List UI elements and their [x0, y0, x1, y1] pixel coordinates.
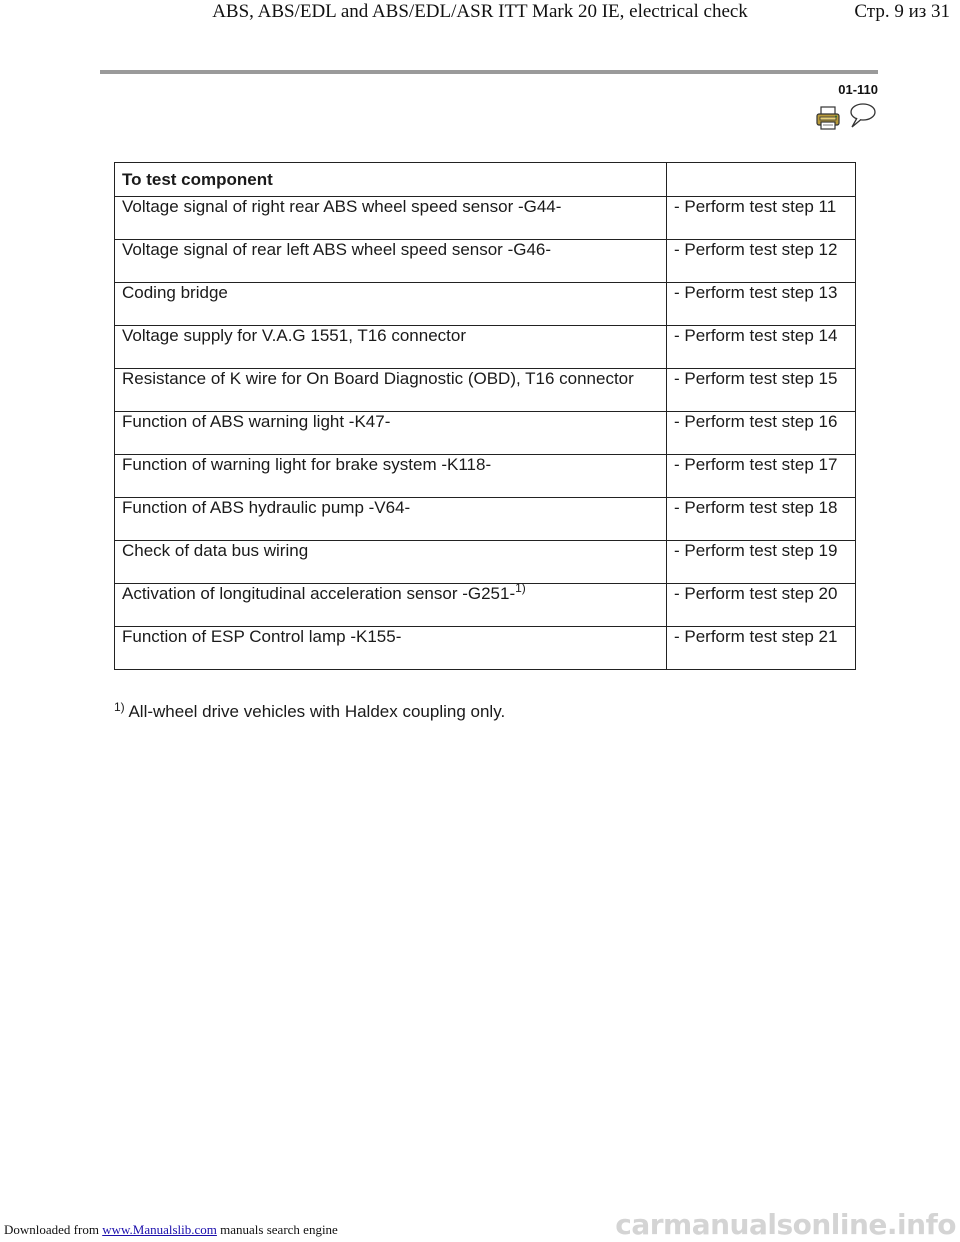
table-header-action [667, 163, 856, 197]
component-cell: Resistance of K wire for On Board Diagnostic (OBD), T16 connector [115, 369, 667, 412]
download-source-footer [4, 1222, 338, 1238]
footer-suffix: manuals search engine [216, 1222, 338, 1237]
footnote-text: All-wheel drive vehicles with Haldex coupling only. [128, 702, 506, 721]
test-component-table [114, 162, 856, 670]
table-row [115, 240, 856, 283]
component-text: Activation of longitudinal acceleration sensor -G251- [122, 584, 516, 603]
table-row [115, 584, 856, 627]
footer-prefix: Downloaded from [4, 1222, 103, 1237]
footnote-reference: 1) [515, 581, 526, 595]
page-header-title: ABS, ABS/EDL and ABS/EDL/ASR ITT Mark 20 IE, electrical check [212, 1, 748, 22]
table-row [115, 627, 856, 670]
test-step-cell: - Perform test step 20 [667, 584, 856, 627]
table-row [115, 197, 856, 240]
component-cell: Voltage supply for V.A.G 1551, T16 connector [115, 326, 667, 369]
table-row [115, 283, 856, 326]
table-header-row [115, 163, 856, 197]
test-step-cell: - Perform test step 16 [667, 412, 856, 455]
table-header-component: To test component [115, 163, 667, 197]
table-row [115, 326, 856, 369]
table-row [115, 498, 856, 541]
manualslib-link[interactable]: www.Manualslib.com [102, 1222, 217, 1237]
component-cell: Function of warning light for brake system -K118- [115, 455, 667, 498]
table-row [115, 369, 856, 412]
test-step-cell: - Perform test step 12 [667, 240, 856, 283]
footnote-marker: 1) [114, 700, 125, 714]
test-step-cell: - Perform test step 15 [667, 369, 856, 412]
test-step-cell: - Perform test step 17 [667, 455, 856, 498]
footnote [114, 702, 505, 722]
watermark: carmanualsonline.info [615, 1208, 956, 1241]
table-row [115, 455, 856, 498]
table-row [115, 412, 856, 455]
test-step-cell: - Perform test step 21 [667, 627, 856, 670]
component-cell [115, 581, 667, 627]
page-counter: Стр. 9 из 31 [848, 1, 950, 23]
printer-icon[interactable] [815, 106, 841, 130]
component-cell: Coding bridge [115, 283, 667, 326]
component-cell: Check of data bus wiring [115, 541, 667, 584]
component-cell: Voltage signal of right rear ABS wheel speed sensor -G44- [115, 197, 667, 240]
component-cell: Function of ABS warning light -K47- [115, 412, 667, 455]
component-cell: Function of ABS hydraulic pump -V64- [115, 498, 667, 541]
test-step-cell: - Perform test step 18 [667, 498, 856, 541]
test-step-cell: - Perform test step 14 [667, 326, 856, 369]
test-step-cell: - Perform test step 11 [667, 197, 856, 240]
test-step-cell: - Perform test step 13 [667, 283, 856, 326]
comment-bubble-icon[interactable] [848, 103, 876, 129]
test-step-cell: - Perform test step 19 [667, 541, 856, 584]
component-cell: Voltage signal of rear left ABS wheel speed sensor -G46- [115, 240, 667, 283]
header-rule [100, 70, 878, 74]
table-row [115, 541, 856, 584]
component-cell: Function of ESP Control lamp -K155- [115, 627, 667, 670]
document-number: 01-110 [838, 82, 878, 97]
